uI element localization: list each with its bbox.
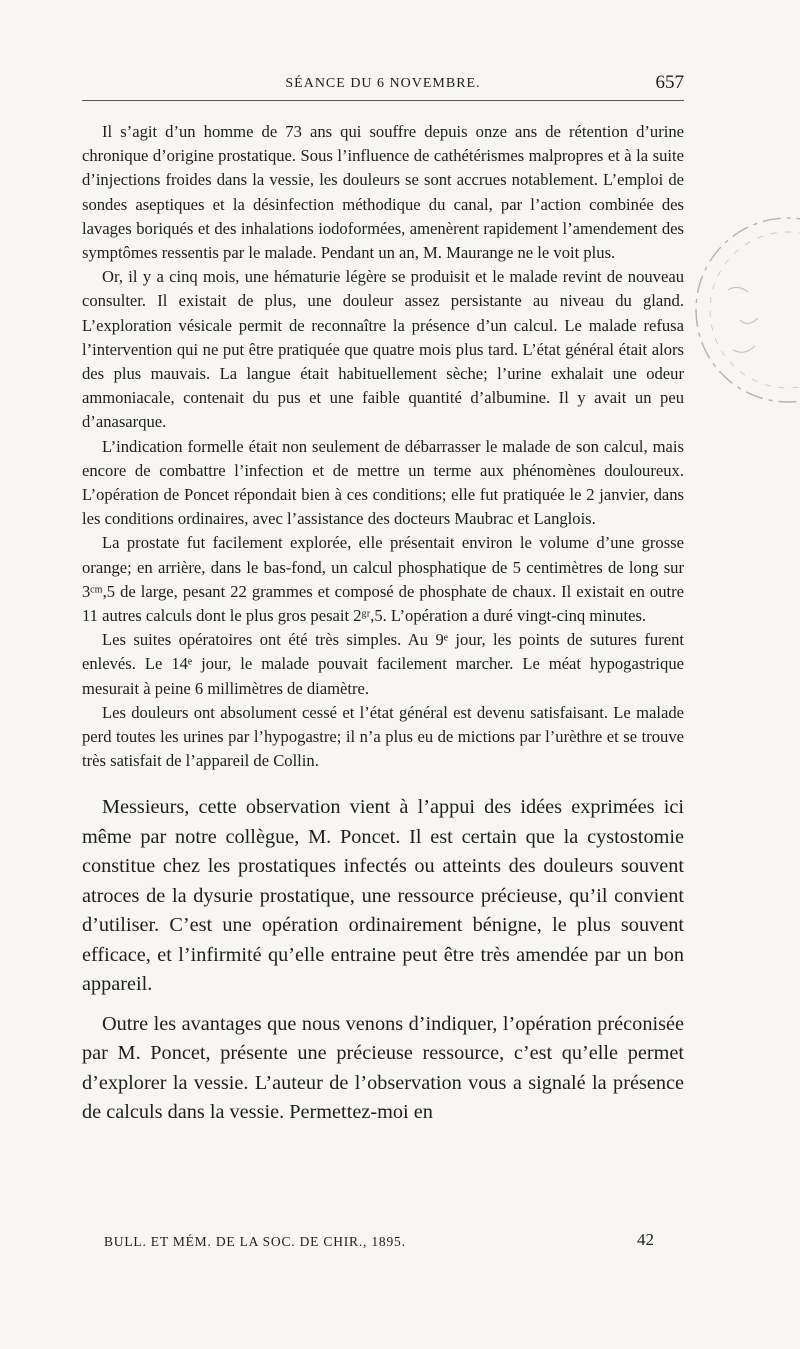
page-footer (104, 1230, 684, 1252)
commentary-paragraph-1: Messieurs, cette observation vient à l’appui des idées exprimées ici même par notre collègue, M. Poncet. Il est certain que la cystostomie constitue chez les prostatiques infectés ou atteints des douleurs souvent atroces de la dysurie prostatique, une ressource précieuse, qu’il convient d’utiliser. C’est une opération ordinairement bénigne, le plus souvent efficace, et l’infirmité qu’elle entraine peut être très amendée par un bon appareil. (82, 796, 684, 996)
observation-paragraph-4: La prostate fut facilement explorée, elle présentait environ le volume d’une grosse orange; en arrière, dans le bas-fond, un calcul phosphatique de 5 centimètres de long sur 3ᶜᵐ,5 de large, pesant 22 grammes et composé de phosphate de chaux. Il existait en outre 11 autres calculs dont le plus gros pesait 2ᵍʳ,5. L’opération a duré vingt-cinq minutes. (82, 533, 684, 626)
page-body (82, 120, 684, 1138)
commentary-section (82, 793, 684, 1128)
page-number: 657 (655, 72, 684, 93)
observation-section (82, 120, 684, 773)
library-stamp (688, 210, 800, 440)
header-rule (82, 100, 684, 101)
observation-paragraph-1: Il s’agit d’un homme de 73 ans qui souffre depuis onze ans de rétention d’urine chronique d’origine prostatique. Sous l’influence de cathétérismes malpropres et à la suite d’injections froides dans la vessie, les douleurs se sont accrues notablement. L’emploi de sondes aseptiques et la désinfection méthodique du canal, par l’action combinée des lavages boriqués et des inhalations iodoformées, amenèrent rapidement l’amendement des symptômes ressentis par le malade. Pendant un an, M. Maurange ne le voit plus. (82, 122, 684, 263)
observation-paragraph-2: Or, il y a cinq mois, une hématurie légère se produisit et le malade revint de nouveau consulter. Il existait de plus, une douleur assez persistante au niveau du gland. L’exploration vésicale permit de reconnaître la présence d’un calcul. Le malade refusa l’intervention qui ne put être pratiquée que quatre mois plus tard. L’état général était alors des plus mauvais. La langue était habituellement sèche; l’urine exhalait une odeur ammoniacale, contenait du pus et une faible quantité d’albumine. Il y avait un peu d’anasarque. (82, 267, 684, 432)
observation-paragraph-6: Les douleurs ont absolument cessé et l’état général est devenu satisfaisant. Le malade perd toutes les urines par l’hypogastre; il n’a plus eu de mictions par l’urèthre et se trouve très satisfait de l’appareil de Collin. (82, 702, 684, 771)
observation-paragraph-5: Les suites opératoires ont été très simples. Au 9ᵉ jour, les points de sutures furent enlevés. Le 14ᵉ jour, le malade pouvait facilement marcher. Le méat hypogastrique mesurait à peine 6 millimètres de diamètre. (82, 630, 684, 698)
commentary-paragraph-2: Outre les avantages que nous venons d’indiquer, l’opération préconisée par M. Poncet, présente une précieuse ressource, c’est qu’elle permet d’explorer la vessie. L’auteur de l’observation vous a signalé la présence de calculs dans la vessie. Permettez-moi en (82, 1012, 684, 1124)
running-header (82, 72, 684, 94)
journal-reference: BULL. ET MÉM. DE LA SOC. DE CHIR., 1895. (104, 1234, 406, 1249)
running-title: SÉANCE DU 6 NOVEMBRE. (285, 76, 481, 91)
signature-mark: 42 (637, 1230, 654, 1249)
observation-paragraph-3: L’indication formelle était non seulement de débarrasser le malade de son calcul, mais encore de combattre l’infection et de mettre un terme aux phénomènes douloureux. L’opération de Poncet répondait bien à ces conditions; elle fut pratiquée le 2 janvier, dans les conditions ordinaires, avec l’assistance des docteurs Maubrac et Langlois. (82, 436, 684, 529)
